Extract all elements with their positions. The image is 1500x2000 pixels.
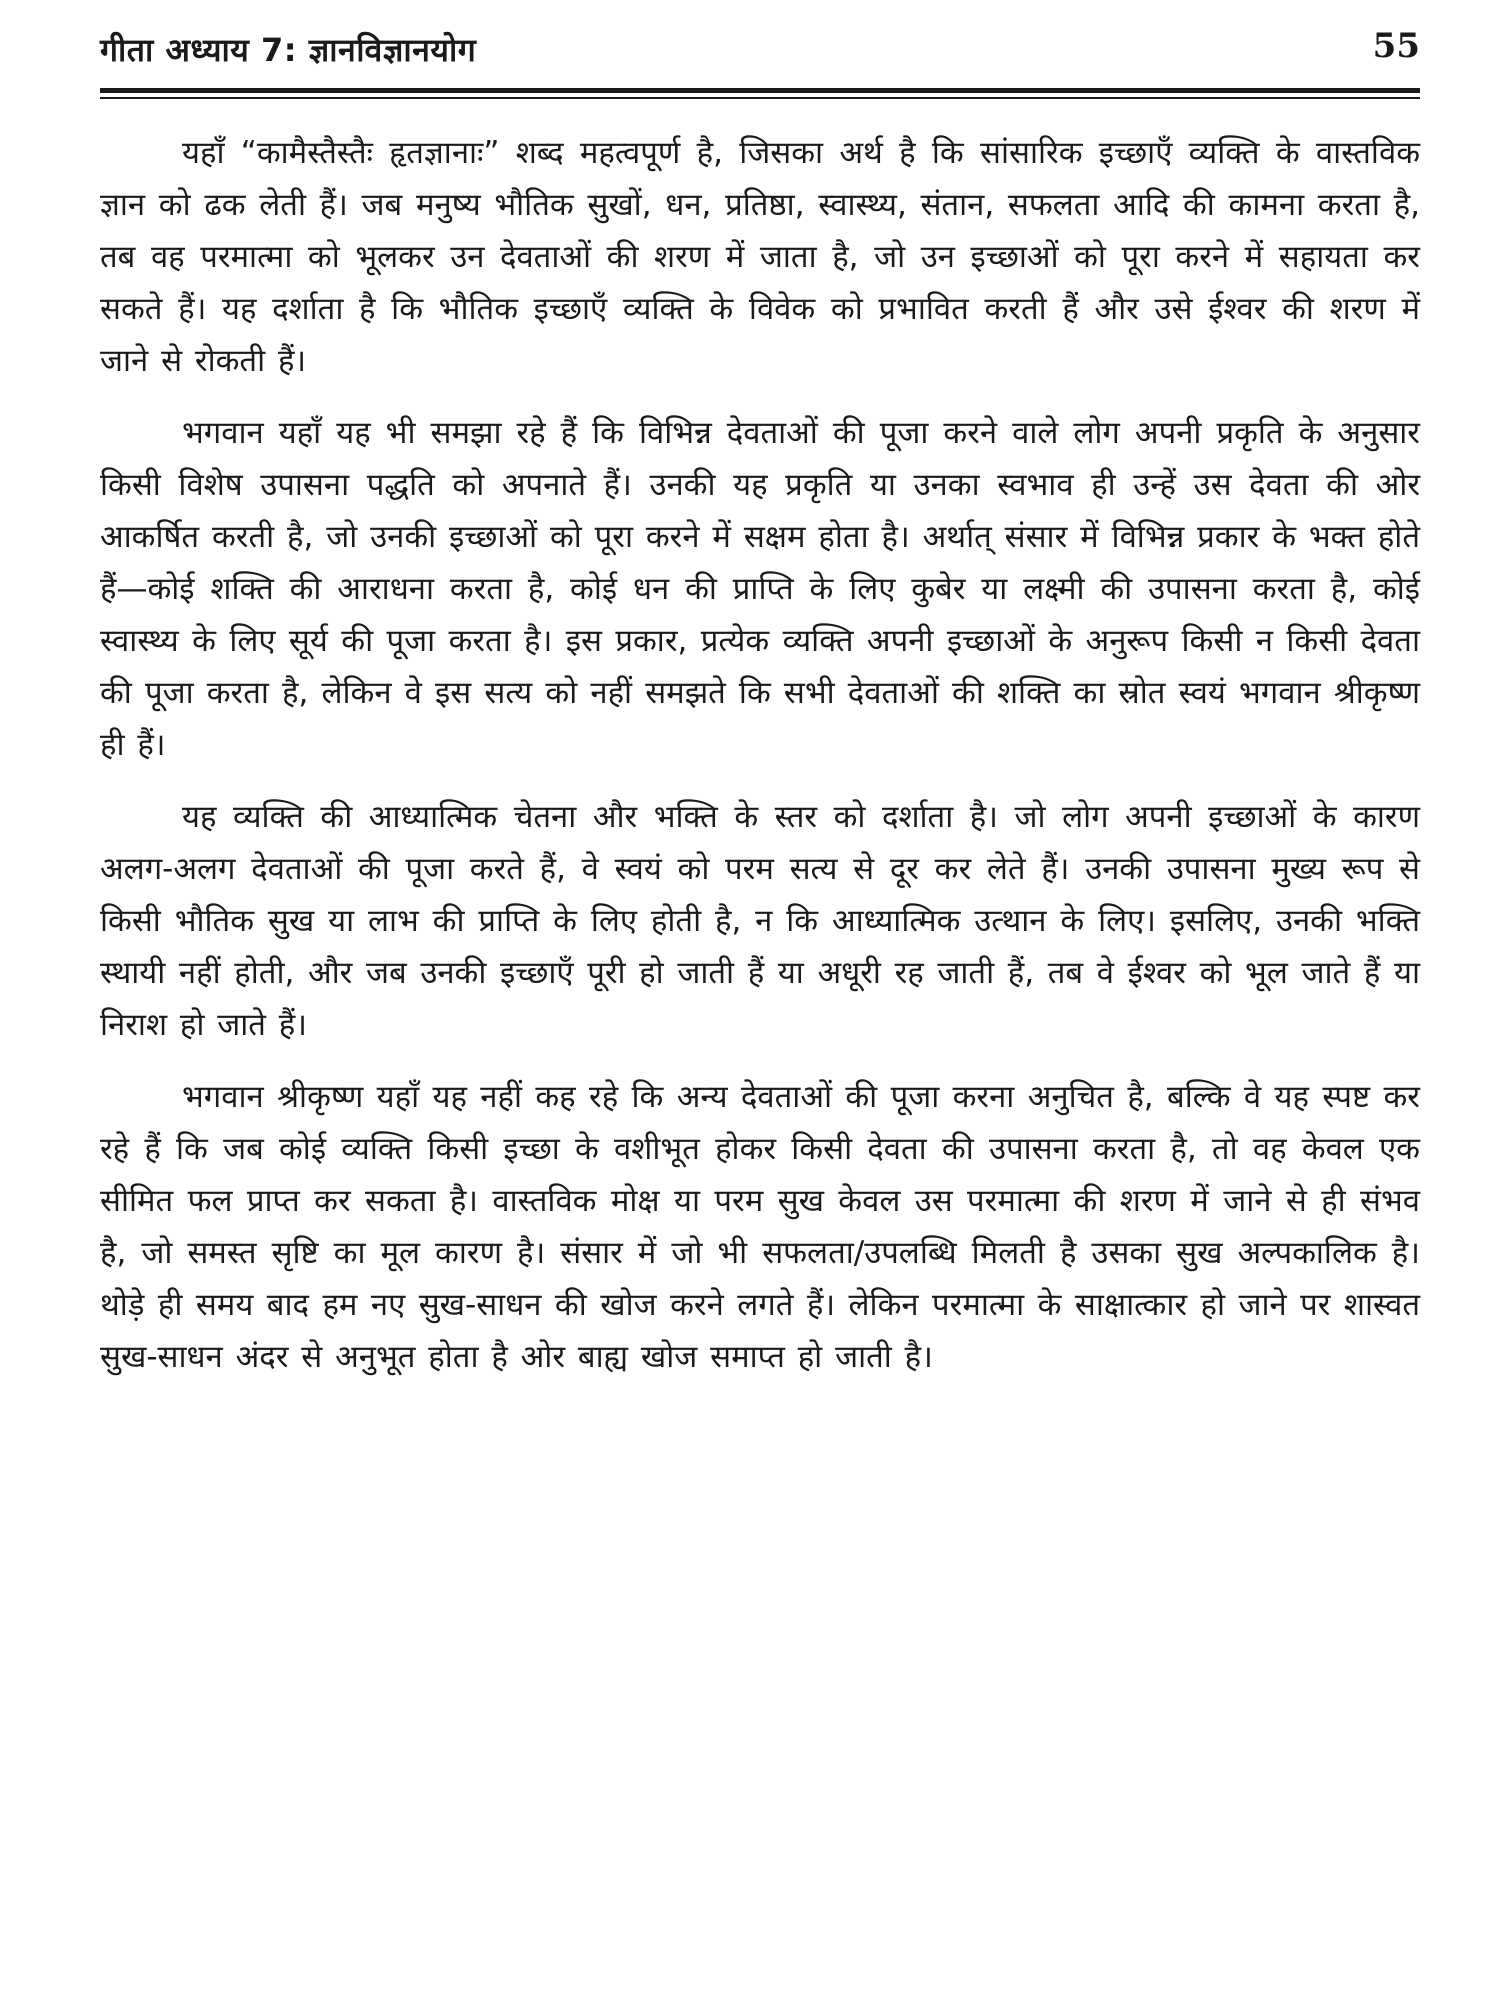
body-text <box>100 127 1420 1383</box>
paragraph-3: यह व्यक्ति की आध्यात्मिक चेतना और भक्ति के स्तर को दर्शाता है। जो लोग अपनी इच्छाओं के कारण अलग-अलग देवताओं की पूजा करते हैं, वे स्वयं को परम सत्य से दूर कर लेते हैं। उनकी उपासना मुख्य रूप से किसी भौतिक सुख या लाभ की प्राप्ति के लिए होती है, न कि आध्यात्मिक उत्थान के लिए। इसलिए, उनकी भक्ति स्थायी नहीं होती, और जब उनकी इच्छाएँ पूरी हो जाती हैं या अधूरी रह जाती हैं, तब वे ईश्वर को भूल जाते हैं या निराश हो जाते हैं। <box>100 799 1420 1043</box>
page-number: 55 <box>1372 26 1420 66</box>
header-rule-thin <box>100 97 1420 99</box>
running-head-title: गीता अध्याय 7: ज्ञानविज्ञानयोग <box>100 31 477 69</box>
paragraph-4: भगवान श्रीकृष्ण यहाँ यह नहीं कह रहे कि अन्य देवताओं की पूजा करना अनुचित है, बल्कि वे यह स्पष्ट कर रहे हैं कि जब कोई व्यक्ति किसी इच्छा के वशीभूत होकर किसी देवता की उपासना करता है, तो वह केवल एक सीमित फल प्राप्त कर सकता है। वास्तविक मोक्ष या परम सुख केवल उस परमात्मा की शरण में जाने से ही संभव है, जो समस्त सृष्टि का मूल कारण है। संसार में जो भी सफलता/उपलब्धि मिलती है उसका सुख अल्पकालिक है। थोड़े ही समय बाद हम नए सुख-साधन की खोज करने लगते हैं। लेकिन परमात्मा के साक्षात्कार हो जाने पर शास्वत सुख-साधन अंदर से अनुभूत होता है ओर बाह्य खोज समाप्त हो जाती है। <box>100 1079 1420 1375</box>
book-page <box>100 24 1420 1974</box>
header-rule-thick <box>100 88 1420 93</box>
paragraph-1: यहाँ “कामैस्तैस्तैः हृतज्ञानाः” शब्द महत्वपूर्ण है, जिसका अर्थ है कि सांसारिक इच्छाएँ व्यक्ति के वास्तविक ज्ञान को ढक लेती हैं। जब मनुष्य भौतिक सुखों, धन, प्रतिष्ठा, स्वास्थ्य, संतान, सफलता आदि की कामना करता है, तब वह परमात्मा को भूलकर उन देवताओं की शरण में जाता है, जो उन इच्छाओं को पूरा करने में सहायता कर सकते हैं। यह दर्शाता है कि भौतिक इच्छाएँ व्यक्ति के विवेक को प्रभावित करती हैं और उसे ईश्वर की शरण में जाने से रोकती हैं। <box>100 135 1420 379</box>
page-header <box>100 24 1420 80</box>
paragraph-2: भगवान यहाँ यह भी समझा रहे हैं कि विभिन्न देवताओं की पूजा करने वाले लोग अपनी प्रकृति के अनुसार किसी विशेष उपासना पद्धति को अपनाते हैं। उनकी यह प्रकृति या उनका स्वभाव ही उन्हें उस देवता की ओर आकर्षित करती है, जो उनकी इच्छाओं को पूरा करने में सक्षम होता है। अर्थात् संसार में विभिन्न प्रकार के भक्त होते हैं—कोई शक्ति की आराधना करता है, कोई धन की प्राप्ति के लिए कुबेर या लक्ष्मी की उपासना करता है, कोई स्वास्थ्य के लिए सूर्य की पूजा करता है। इस प्रकार, प्रत्येक व्यक्ति अपनी इच्छाओं के अनुरूप किसी न किसी देवता की पूजा करता है, लेकिन वे इस सत्य को नहीं समझते कि सभी देवताओं की शक्ति का स्रोत स्वयं भगवान श्रीकृष्ण ही हैं। <box>100 415 1420 763</box>
